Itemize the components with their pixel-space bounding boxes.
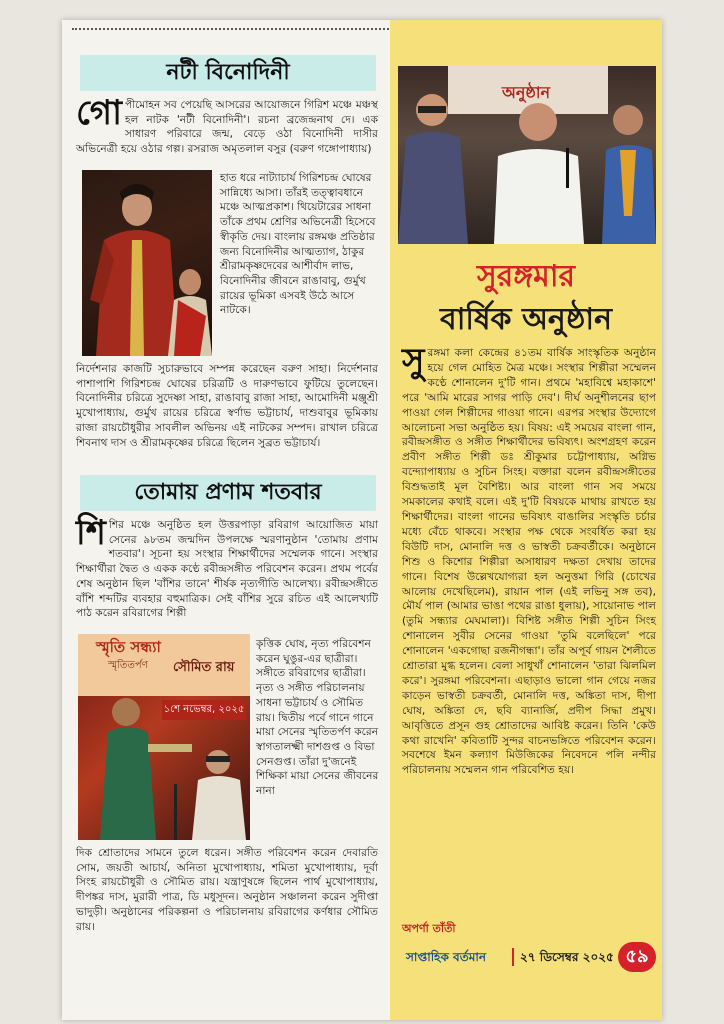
article1-intro xyxy=(76,93,378,157)
article1-intro-text: পীমোহন সব পেয়েছি আসরের আয়োজনে গিরিশ মঞ্চে মঞ্চস্থ হল নাটক 'নটী বিনোদিনী'। রচনা ব্রজেন্দ্রনাথ দে। এক সাধারণ পরিবারে জন্ম, বেড়ে ওঠা বিনোদিনী দাসীর অভিনেত্রী হয়ে ওঠার গল্প। রসরাজ অমৃতলাল বসুর (বরুণ গঙ্গোপাধ্যায়) xyxy=(76,99,378,156)
actor-figure-icon xyxy=(82,170,212,356)
magazine-page xyxy=(62,20,662,1020)
article3-author: অপর্ণা তাঁতী xyxy=(402,922,456,935)
article3-title-line1: সুরঙ্গমার xyxy=(476,259,576,294)
event-banner-name: সৌমিত রায় xyxy=(173,660,235,675)
article3-event-photo xyxy=(398,66,656,244)
article2-rest: দিক শ্রোতাদের সামনে তুলে ধরেন। সঙ্গীত পরিবেশন করেন দেবারতি সোম, জয়তী আচার্য, অনিতা মুখোপাধ্যায়, শমিতা মুখোপাধ্যায়, দূর্বা সিংহ রায়চৌধুরী ও সৌমিত রায়। যন্ত্রাণুষঙ্গে ছিলেন পার্থ মুখোপাধ্যায়, দীপঙ্কর দাস, মুরারী পাত্র, ডি মধুসূদন। অনুষ্ঠান সঞ্চালনা করেন সুদীপ্তা ভাদুড়ী। অনুষ্ঠানের পরিকল্পনা ও পরিচালনায় রবিরাগের কর্ণধার সৌমিত রায়। xyxy=(76,847,378,933)
singers-figure-icon xyxy=(78,634,250,840)
event-backdrop-text: অনুষ্ঠান xyxy=(502,83,551,102)
article2-event-photo xyxy=(78,634,250,840)
event-banner-title: স্মৃতি সন্ধ্যা xyxy=(96,638,161,656)
article1-stage-photo-1 xyxy=(82,170,212,356)
page-footer xyxy=(400,942,662,972)
event-banner-subtitle: স্মৃতিতর্পণ xyxy=(108,660,148,671)
footer-divider xyxy=(512,948,514,966)
article3-body-text: রঙ্গমা কলা কেন্দ্রের ৪১তম বার্ষিক সাংস্কৃতিক অনুষ্ঠান হয়ে গেল মোহিত মৈত্র মঞ্চে। সংস্থার শিল্পীরা সম্মেলন কণ্ঠে শোনালেন দু'টি গান। প্রথমে 'মহাবিশ্বে মহাকাশে' পরে 'আমি মারের সাগর পাড়ি দেব'। দীর্ঘ অনুশীলনের ছাপ পাওয়া গেল শিল্পীদের গাওয়া গানে। এরপর সংস্থার উদ্যোগে আলোচনা সভা অনুষ্ঠিত হয়। বিষয়: এই সময়ের বাংলা গান, রবীন্দ্রসঙ্গীত ও সঙ্গীত শিক্ষার্থীদের ভবিষ্যৎ। অংশগ্রহণ করেন প্রবীণ সঙ্গীত শিল্পী ডঃ শ্রীকুমার চট্টোপাধ্যায়, অগ্নিভ বন্দ্যোপাধ্যায় ও সুচিন সিংহ। বক্তারা বলেন রবীন্দ্রসঙ্গীতের বিশুদ্ধতাই মূল বৈশিষ্ট্য। আর বাংলা গান সব সময়ে সমকালের কথাই বলে। এই দু'টি বিষয়কে মাথায় রাখতে হয় শিক্ষার্থীদের। বাংলা গানের ভবিষ্যৎ বাঙালির সংস্কৃতি চর্চার মধ্যে বেঁচে থাকবে। সংস্থার পক্ষ থেকে সংবর্ধিত করা হয় বিউটি দাস, মোনালি দত্ত ও ভাস্বতী চক্রবর্তীকে। অনুষ্ঠানে শিশু ও কিশোর শিল্পীরা অসাধারণ দক্ষতা দেখায় তাদের গানে। বিশেষ উল্লেখযোগ্যরা হল অনুত্তমা গিরি (চোখের আলোয় দেখেছিলেম), রায়ান পাল (এই লভিনু সঙ্গ তব), মৌর্য পাল (আমার ভাঙা পথের রাঙা ধুলায়), সায়োনাভ পাল (তুমি সন্ধ্যার মেঘমালা)। বিশিষ্ট সঙ্গীত শিল্পী সুচিন সিংহ শোনালেন সুবীর সেনের গাওয়া 'তুমি বলেছিলে' পরে শোনালেন 'একগোছা রজনীগন্ধা'। তাঁর অপূর্ব গায়ন শৈলীতে শ্রোতারা মুগ্ধ হলেন। বেলা সাধুখাঁ শোনালেন 'তারা ঝিলমিল করে'। সুরঙ্গমা পরিবেশনা। এছাড়াও ভালো গান গেয়ে নজর কাড়েন ভাস্বতী চক্রবর্তী, মোনালি দত্ত, অঙ্কিতা দাস, দীপা ঘোষ, অঙ্কিতা দে, ছবি ব্যানার্জি, প্রদীপ সিদ্ধা প্রমুখ। আবৃত্তিতে প্রসূন গুহ শ্রোতাদের আবিষ্ট করেন। তিনি 'কেউ কথা রাখেনি' কবিতাটি সুন্দর বাচনভঙ্গিতে পরিবেশন করেন। সবশেষে ইমন কল্যাণ মিউজিকের নিবেদনে পলি নন্দীর পরিচালনায় সম্মেলন গান পরিবেশিত হয়। xyxy=(402,346,656,777)
article1-wrap-text: হাত ধরে নাট্যাচার্য গিরিশচন্দ্র ঘোষের সান্নিধ্যে আসা। তাঁরই তত্ত্বাবধানে মঞ্চে আত্মপ্রকাশ। থিয়েটারের সাধনা তাঁকে প্রথম শ্রেণির অভিনেত্রী হিসেবে স্বীকৃতি দেয়। বাংলায় রঙ্গমঞ্চ প্রতিষ্ঠার জন্য বিনোদিনীর আত্মত্যাগ, ঠাকুর শ্রীরামকৃষ্ণদেবের আশীর্বাদ লাভ, বিনোদিনীর জীবনে রাঙাবাবু, গুর্মুখ রায়ের ভূমিকা এসবই উঠে আসে নাটকে। xyxy=(220,172,376,317)
event-banner-date: ১শে নভেম্বর, ২০২৫ xyxy=(162,700,246,720)
article2-intro-text: শির মঞ্চে অনুষ্ঠিত হল উত্তরপাড়া রবিরাগ আয়োজিত মায়া সেনের ৯৮তম জন্মদিন উপলক্ষে স্মরণানুষ্ঠান 'তোমায় প্রণাম শতবার'। সূচনা হয় সংস্থার শিক্ষার্থীদের সম্মেলক গানে। সংস্থার শিক্ষার্থীরা দ্বৈত ও একক কণ্ঠে রবীন্দ্রসঙ্গীত পরিবেশন করেন। প্রথম পর্বের শেষ অনুষ্ঠান ছিল 'বাঁশির তানে' শীর্ষক নৃত্যগীতি আলেখ্য। রবীন্দ্রসঙ্গীতে বাঁশি শব্দটির ব্যবহার বহুমাত্রিক। সেই বাঁশির সুরে রচিত এই আলেখ্যটি পাঠ করেন রবিরাগের শিল্পী xyxy=(76,519,378,620)
left-column xyxy=(62,20,392,1020)
article3-dropcap: সু xyxy=(402,341,425,381)
article1-title: নটী বিনোদিনী xyxy=(80,55,376,91)
right-column xyxy=(390,20,662,1020)
page-number: ৫৯ xyxy=(618,942,656,972)
article2-dropcap: শি xyxy=(76,513,106,553)
article3-body xyxy=(402,341,656,778)
magazine-name: সাপ্তাহিক বর্তমান xyxy=(406,950,487,964)
issue-date: ২৭ ডিসেম্বর ২০২৫ xyxy=(520,950,614,964)
article3-title-line2: বার্ষিক অনুষ্ঠান xyxy=(440,302,612,337)
article1-dropcap: গো xyxy=(76,93,122,133)
article1-rest: নির্দেশনার কাজটি সুচারুভাবে সম্পন্ন করেছেন বরুণ সাহা। নির্দেশনার পাশাপাশি গিরিশচন্দ্র ঘোষের চরিত্রটি ও দারুণভাবে ফুটিয়ে তুলেছেন। বিনোদিনীর চরিত্রে সুদেষ্ণা সাহা, রাঙাবাবু রাজা সাহা, আমোদিনী মঞ্জুশ্রী মুখোপাধ্যায়, গুর্মুখ রায়ের চরিত্রে স্বর্ণাভ ভট্টাচার্য, দাশুবাবুর ভূমিকায় রাজা রায়চৌধুরীর সাবলীল অভিনয় এই নাটকের সম্পদ। রাখাল চরিত্রে শিবনাথ দাস ও শ্রীরামকৃষ্ণের চরিত্রে ছিলেন সুব্রত ভট্টাচার্য। xyxy=(76,363,378,449)
article2-wrap-text: কৃত্তিক ঘোষ, নৃত্য পরিবেশন করেন ঘুঙুর-এর ছাত্রীরা। সঙ্গীতে রবিরাগের ছাত্রীরা। নৃত্য ও সঙ্গীত পরিচালনায় সাধনা ভট্টাচার্য ও সৌমিত রায়। দ্বিতীয় পর্বে গানে গানে মায়া সেনের স্মৃতিতর্পণ করেন স্বাগতালক্ষ্মী দাশগুপ্ত ও বিভা সেনগুপ্ত। তাঁরা দু'জনেই শিক্ষিকা মায়া সেনের জীবনের নানা xyxy=(256,638,379,798)
panel-speakers-icon xyxy=(398,66,656,244)
article2-title: তোমায় প্রণাম শতবার xyxy=(80,475,376,511)
article2-intro xyxy=(76,513,378,621)
top-dotted-rule xyxy=(72,28,392,30)
